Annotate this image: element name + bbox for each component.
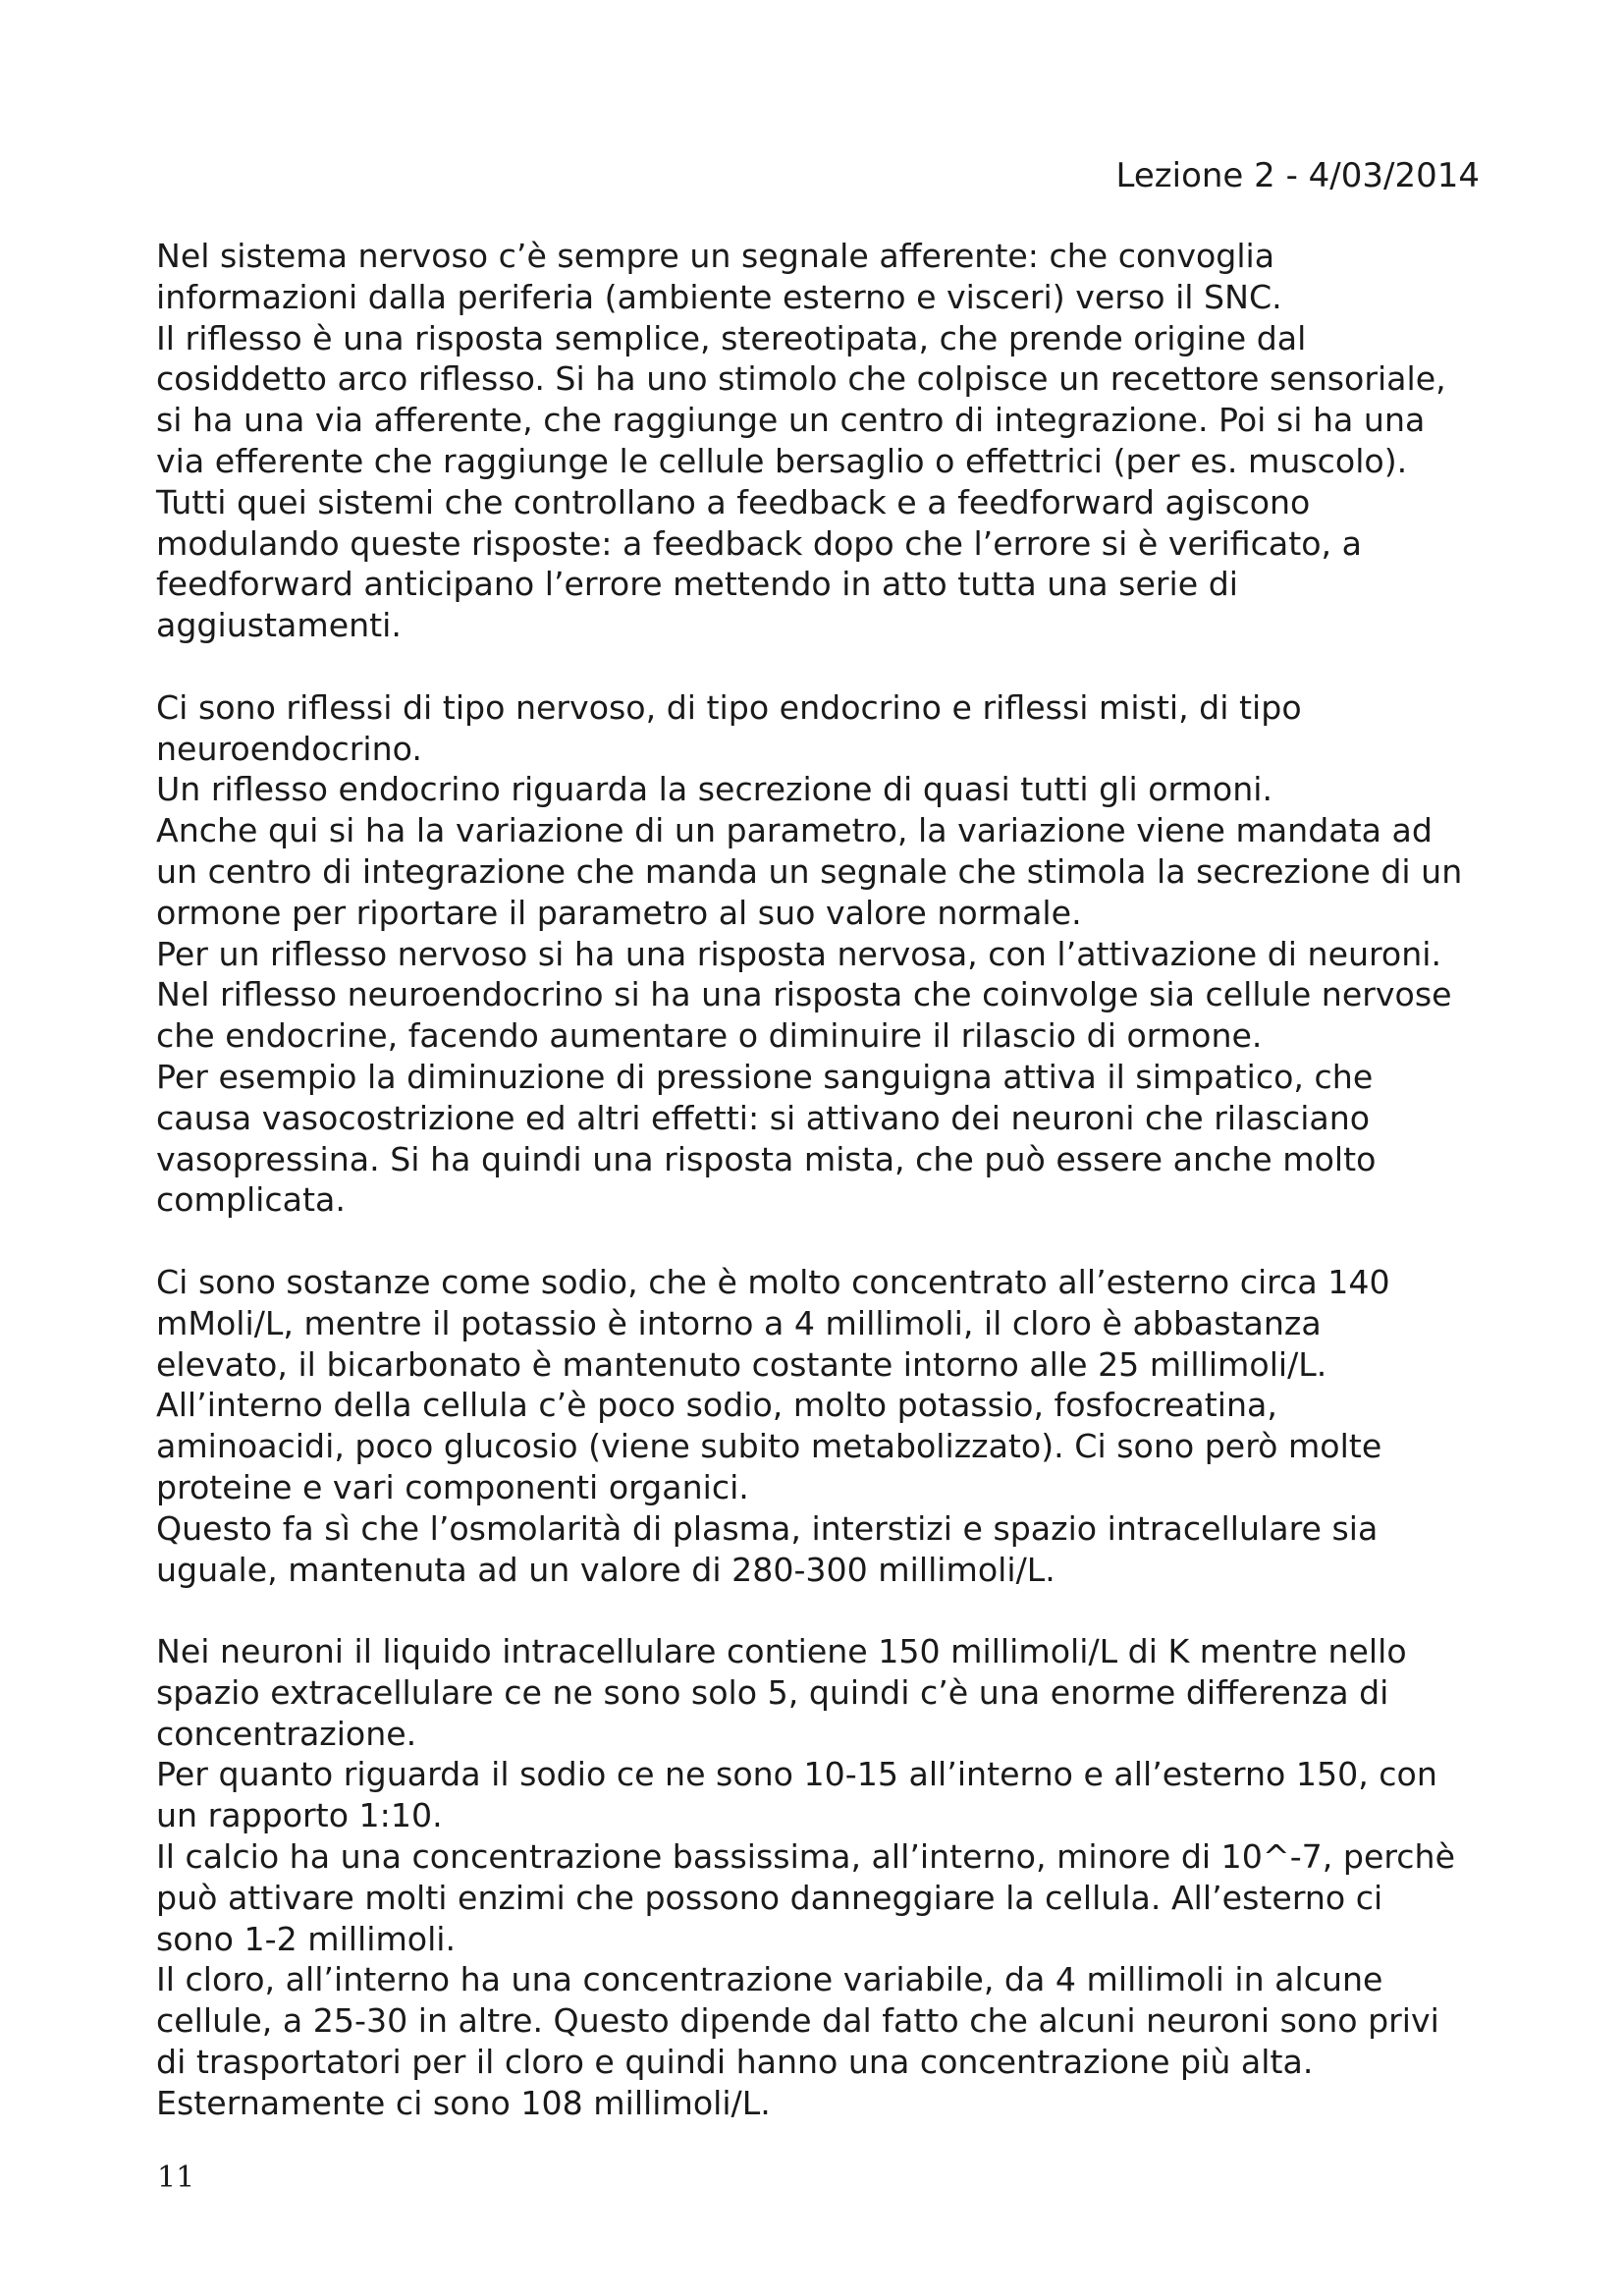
text-line: aminoacidi, poco glucosio (viene subito metabolizzato). Ci sono però molte <box>156 1427 1382 1466</box>
page-number: 11 <box>157 2160 195 2195</box>
text-line: feedforward anticipano l’errore mettendo in atto tutta una serie di <box>156 565 1238 604</box>
text-line: causa vasocostrizione ed altri effetti: si attivano dei neuroni che rilasciano <box>156 1098 1371 1137</box>
text-line: via efferente che raggiunge le cellule bersaglio o effettrici (per es. muscolo). <box>156 441 1408 480</box>
text-line: Tutti quei sistemi che controllano a feedback e a feedforward agiscono <box>156 482 1311 521</box>
text-line: Esternamente ci sono 108 millimoli/L. <box>156 2083 771 2122</box>
paragraph-gap <box>156 646 1501 687</box>
text-line: Anche qui si ha la variazione di un parametro, la variazione viene mandata ad <box>156 811 1433 850</box>
text-line: Per esempio la diminuzione di pressione sanguigna attiva il simpatico, che <box>156 1057 1374 1096</box>
text-line: modulando queste risposte: a feedback dopo che l’errore si è verificato, a <box>156 523 1362 563</box>
text-line: spazio extracellulare ce ne sono solo 5, quindi c’è una enorme differenza di <box>156 1672 1389 1712</box>
text-line: un centro di integrazione che manda un segnale che stimola la secrezione di un <box>156 851 1463 891</box>
text-line: proteine e vari componenti organici. <box>156 1467 749 1506</box>
text-line: informazioni dalla periferia (ambiente esterno e visceri) verso il SNC. <box>156 277 1282 316</box>
text-line: può attivare molti enzimi che possono danneggiare la cellula. All’esterno ci <box>156 1878 1383 1917</box>
text-line: neuroendocrino. <box>156 729 422 768</box>
body-text <box>156 236 1501 2124</box>
text-line: concentrazione. <box>156 1714 417 1753</box>
text-line: elevato, il bicarbonato è mantenuto costante intorno alle 25 millimoli/L. <box>156 1344 1327 1384</box>
text-line: Nel sistema nervoso c’è sempre un segnale afferente: che convoglia <box>156 237 1275 275</box>
text-line: aggiustamenti. <box>156 606 402 645</box>
text-line: Nel riflesso neuroendocrino si ha una risposta che coinvolge sia cellule nervose <box>156 975 1452 1014</box>
text-line: cellule, a 25-30 in altre. Questo dipende dal fatto che alcuni neuroni sono privi <box>156 2001 1439 2041</box>
text-line: Per quanto riguarda il sodio ce ne sono 10-15 all’interno e all’esterno 150, con <box>156 1755 1437 1794</box>
text-line: mMoli/L, mentre il potassio è intorno a 4 millimoli, il cloro è abbastanza <box>156 1303 1322 1342</box>
text-line: Il calcio ha una concentrazione bassissima, all’interno, minore di 10^-7, perchè <box>156 1837 1455 1877</box>
paragraph-gap <box>156 1221 1501 1262</box>
lesson-header: Lezione 2 - 4/03/2014 <box>1115 156 1480 195</box>
paragraph-reflex-types <box>156 687 1501 1221</box>
text-line: si ha una via afferente, che raggiunge un centro di integrazione. Poi si ha una <box>156 401 1426 440</box>
text-line: un rapporto 1:10. <box>156 1796 443 1835</box>
text-line: ormone per riportare il parametro al suo valore normale. <box>156 893 1082 932</box>
text-line: complicata. <box>156 1180 346 1220</box>
text-line: di trasportatori per il cloro e quindi hanno una concentrazione più alta. <box>156 2043 1314 2082</box>
paragraph-concentrations <box>156 1262 1501 1590</box>
text-line: Ci sono sostanze come sodio, che è molto concentrato all’esterno circa 140 <box>156 1262 1390 1301</box>
text-line: uguale, mantenuta ad un valore di 280-300 millimoli/L. <box>156 1550 1055 1589</box>
text-line: Questo fa sì che l’osmolarità di plasma, interstizi e spazio intracellulare sia <box>156 1508 1379 1548</box>
text-line: Il riflesso è una risposta semplice, stereotipata, che prende origine dal <box>156 318 1307 357</box>
text-line: cosiddetto arco riflesso. Si ha uno stimolo che colpisce un recettore sensoriale, <box>156 359 1446 399</box>
text-line: Nei neuroni il liquido intracellulare contiene 150 millimoli/L di K mentre nello <box>156 1632 1407 1671</box>
text-line: vasopressina. Si ha quindi una risposta mista, che può essere anche molto <box>156 1139 1377 1178</box>
paragraph-gap <box>156 1590 1501 1631</box>
paragraph-reflex <box>156 236 1501 646</box>
text-line: Ci sono riflessi di tipo nervoso, di tipo endocrino e riflessi misti, di tipo <box>156 687 1302 727</box>
text-line: Per un riflesso nervoso si ha una risposta nervosa, con l’attivazione di neuroni. <box>156 934 1442 973</box>
text-line: Un riflesso endocrino riguarda la secrezione di quasi tutti gli ormoni. <box>156 770 1273 809</box>
text-line: sono 1-2 millimoli. <box>156 1919 457 1958</box>
text-line: All’interno della cellula c’è poco sodio, molto potassio, fosfocreatina, <box>156 1386 1277 1425</box>
text-line: che endocrine, facendo aumentare o diminuire il rilascio di ormone. <box>156 1016 1263 1056</box>
text-line: Il cloro, all’interno ha una concentrazione variabile, da 4 millimoli in alcune <box>156 1960 1383 1999</box>
paragraph-neurons <box>156 1631 1501 2124</box>
